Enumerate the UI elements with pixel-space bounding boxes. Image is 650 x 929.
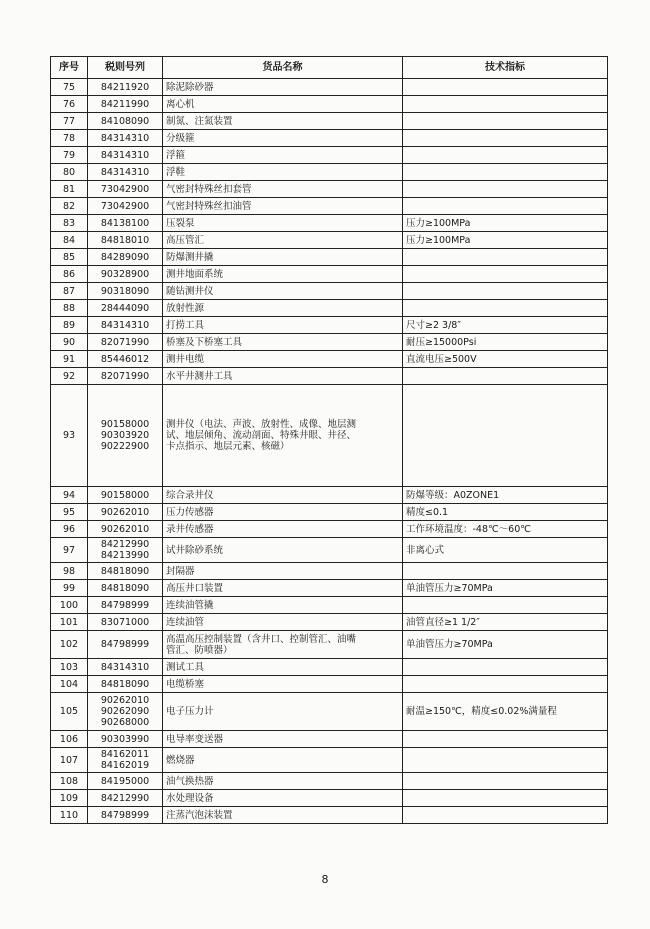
row-number: 91 [51, 351, 88, 368]
table-body [51, 79, 608, 824]
tariff-code: 84314310 [88, 147, 163, 164]
technical-spec [403, 164, 608, 181]
tariff-code: 84195000 [88, 773, 163, 790]
goods-name: 除泥除砂器 [163, 79, 403, 96]
technical-spec [403, 731, 608, 748]
tariff-code: 84798999 [88, 807, 163, 824]
technical-spec: 单油管压力≥70MPa [403, 580, 608, 597]
tariff-code: 84818090 [88, 676, 163, 693]
tariff-code: 84212990 [88, 790, 163, 807]
row-number: 81 [51, 181, 88, 198]
technical-spec [403, 368, 608, 385]
tariff-code: 84818010 [88, 232, 163, 249]
col-header-no: 序号 [51, 57, 88, 79]
technical-spec [403, 676, 608, 693]
technical-spec: 压力≥100MPa [403, 215, 608, 232]
tariff-code: 90318090 [88, 283, 163, 300]
row-number: 84 [51, 232, 88, 249]
table-row [51, 266, 608, 283]
technical-spec [403, 96, 608, 113]
tariff-code: 84289090 [88, 249, 163, 266]
table-row [51, 130, 608, 147]
goods-name: 试井除砂系统 [163, 538, 403, 563]
technical-spec [403, 563, 608, 580]
tariff-code: 90328900 [88, 266, 163, 283]
row-number: 105 [51, 693, 88, 731]
goods-name: 测井电缆 [163, 351, 403, 368]
goods-name: 浮鞋 [163, 164, 403, 181]
row-number: 92 [51, 368, 88, 385]
table-row [51, 790, 608, 807]
tariff-code: 84211920 [88, 79, 163, 96]
row-number: 107 [51, 748, 88, 773]
row-number: 96 [51, 521, 88, 538]
table-row [51, 731, 608, 748]
technical-spec: 压力≥100MPa [403, 232, 608, 249]
technical-spec [403, 198, 608, 215]
tariff-code: 73042900 [88, 181, 163, 198]
technical-spec [403, 147, 608, 164]
goods-name: 燃烧器 [163, 748, 403, 773]
row-number: 102 [51, 631, 88, 659]
technical-spec [403, 300, 608, 317]
table-row [51, 96, 608, 113]
row-number: 87 [51, 283, 88, 300]
technical-spec [403, 130, 608, 147]
goods-name: 防爆测井撬 [163, 249, 403, 266]
row-number: 86 [51, 266, 88, 283]
table-row [51, 198, 608, 215]
col-header-spec: 技术指标 [403, 57, 608, 79]
technical-spec [403, 181, 608, 198]
goods-name: 打捞工具 [163, 317, 403, 334]
tariff-code: 84162011 84162019 [88, 748, 163, 773]
tariff-code: 82071990 [88, 368, 163, 385]
technical-spec [403, 597, 608, 614]
table-row [51, 232, 608, 249]
goods-name: 桥塞及下桥塞工具 [163, 334, 403, 351]
row-number: 98 [51, 563, 88, 580]
row-number: 79 [51, 147, 88, 164]
row-number: 90 [51, 334, 88, 351]
table-row [51, 249, 608, 266]
tariff-code: 84212990 84213990 [88, 538, 163, 563]
technical-spec: 尺寸≥2 3/8″ [403, 317, 608, 334]
goods-name: 连续油管 [163, 614, 403, 631]
tariff-code: 90262010 90262090 90268000 [88, 693, 163, 731]
goods-name: 离心机 [163, 96, 403, 113]
goods-name: 综合录井仪 [163, 487, 403, 504]
row-number: 78 [51, 130, 88, 147]
tariff-code: 90303990 [88, 731, 163, 748]
tariff-code: 84211990 [88, 96, 163, 113]
header-row [51, 57, 608, 79]
tariff-code: 83071000 [88, 614, 163, 631]
tariff-code: 82071990 [88, 334, 163, 351]
technical-spec [403, 385, 608, 487]
table-row [51, 521, 608, 538]
goods-name: 水处理设备 [163, 790, 403, 807]
tariff-code: 84798999 [88, 631, 163, 659]
tariff-code: 90158000 90303920 90222900 [88, 385, 163, 487]
table-row [51, 334, 608, 351]
technical-spec [403, 249, 608, 266]
row-number: 75 [51, 79, 88, 96]
goods-name: 浮箍 [163, 147, 403, 164]
technical-spec [403, 266, 608, 283]
table-row [51, 676, 608, 693]
row-number: 83 [51, 215, 88, 232]
tariff-code: 90262010 [88, 504, 163, 521]
goods-name: 随钻测井仪 [163, 283, 403, 300]
table-row [51, 164, 608, 181]
table-row [51, 385, 608, 487]
table-row [51, 693, 608, 731]
goods-name: 高压管汇 [163, 232, 403, 249]
row-number: 80 [51, 164, 88, 181]
goods-name: 水平井测井工具 [163, 368, 403, 385]
tariff-code: 84314310 [88, 659, 163, 676]
technical-spec: 耐温≥150℃，精度≤0.02%满量程 [403, 693, 608, 731]
col-header-code: 税则号列 [88, 57, 163, 79]
table-row [51, 748, 608, 773]
table-row [51, 580, 608, 597]
technical-spec [403, 113, 608, 130]
table-row [51, 597, 608, 614]
goods-name: 油气换热器 [163, 773, 403, 790]
goods-name: 封隔器 [163, 563, 403, 580]
technical-spec [403, 659, 608, 676]
page-number: 8 [321, 873, 329, 886]
row-number: 104 [51, 676, 88, 693]
technical-spec [403, 773, 608, 790]
technical-spec: 工作环境温度：-48℃～60℃ [403, 521, 608, 538]
col-header-name: 货品名称 [163, 57, 403, 79]
goods-name: 注蒸汽泡沫装置 [163, 807, 403, 824]
row-number: 101 [51, 614, 88, 631]
goods-name: 压裂泵 [163, 215, 403, 232]
tariff-code: 84314310 [88, 130, 163, 147]
equipment-table [50, 56, 608, 824]
goods-name: 放射性源 [163, 300, 403, 317]
goods-name: 测井仪（电法、声波、放射性、成像、地层测 试、地层倾角、流动剖面、特殊井眼、井径、 卡点指示、地层元素、核磁） [163, 385, 403, 487]
goods-name: 测井地面系统 [163, 266, 403, 283]
goods-name: 压力传感器 [163, 504, 403, 521]
row-number: 109 [51, 790, 88, 807]
technical-spec: 单油管压力≥70MPa [403, 631, 608, 659]
table-row [51, 147, 608, 164]
tariff-code: 84138100 [88, 215, 163, 232]
table-row [51, 300, 608, 317]
row-number: 88 [51, 300, 88, 317]
table-row [51, 181, 608, 198]
table-row [51, 614, 608, 631]
technical-spec [403, 79, 608, 96]
technical-spec: 耐压≥15000Psi [403, 334, 608, 351]
technical-spec [403, 283, 608, 300]
row-number: 77 [51, 113, 88, 130]
table-row [51, 659, 608, 676]
technical-spec: 精度≤0.1 [403, 504, 608, 521]
tariff-code: 90158000 [88, 487, 163, 504]
table-row [51, 504, 608, 521]
table-row [51, 631, 608, 659]
table-row [51, 773, 608, 790]
technical-spec [403, 807, 608, 824]
technical-spec: 油管直径≥1 1/2″ [403, 614, 608, 631]
tariff-code: 84818090 [88, 563, 163, 580]
table-row [51, 807, 608, 824]
tariff-code: 84798999 [88, 597, 163, 614]
tariff-code: 73042900 [88, 198, 163, 215]
row-number: 99 [51, 580, 88, 597]
goods-name: 电缆桥塞 [163, 676, 403, 693]
table-row [51, 351, 608, 368]
goods-name: 电导率变送器 [163, 731, 403, 748]
tariff-code: 84108090 [88, 113, 163, 130]
technical-spec [403, 790, 608, 807]
goods-name: 制氮、注氮装置 [163, 113, 403, 130]
table-row [51, 215, 608, 232]
technical-spec: 直流电压≥500V [403, 351, 608, 368]
goods-name: 气密封特殊丝扣套管 [163, 181, 403, 198]
technical-spec: 防爆等级：A0ZONE1 [403, 487, 608, 504]
row-number: 89 [51, 317, 88, 334]
goods-name: 连续油管撬 [163, 597, 403, 614]
table-row [51, 538, 608, 563]
goods-name: 气密封特殊丝扣油管 [163, 198, 403, 215]
row-number: 103 [51, 659, 88, 676]
technical-spec: 非离心式 [403, 538, 608, 563]
row-number: 76 [51, 96, 88, 113]
goods-name: 录井传感器 [163, 521, 403, 538]
row-number: 94 [51, 487, 88, 504]
table-row [51, 487, 608, 504]
goods-name: 分级箍 [163, 130, 403, 147]
row-number: 85 [51, 249, 88, 266]
tariff-code: 84818090 [88, 580, 163, 597]
table-row [51, 79, 608, 96]
technical-spec [403, 748, 608, 773]
row-number: 82 [51, 198, 88, 215]
tariff-code: 84314310 [88, 164, 163, 181]
goods-name: 高温高压控制装置（含井口、控制管汇、油嘴 管汇、防喷器） [163, 631, 403, 659]
tariff-code: 85446012 [88, 351, 163, 368]
row-number: 108 [51, 773, 88, 790]
goods-name: 电子压力计 [163, 693, 403, 731]
row-number: 106 [51, 731, 88, 748]
table-row [51, 113, 608, 130]
row-number: 95 [51, 504, 88, 521]
row-number: 93 [51, 385, 88, 487]
row-number: 97 [51, 538, 88, 563]
row-number: 110 [51, 807, 88, 824]
table-row [51, 368, 608, 385]
tariff-code: 84314310 [88, 317, 163, 334]
goods-name: 高压井口装置 [163, 580, 403, 597]
goods-name: 测试工具 [163, 659, 403, 676]
tariff-code: 28444090 [88, 300, 163, 317]
table-row [51, 317, 608, 334]
table-row [51, 283, 608, 300]
tariff-code: 90262010 [88, 521, 163, 538]
table-row [51, 563, 608, 580]
row-number: 100 [51, 597, 88, 614]
